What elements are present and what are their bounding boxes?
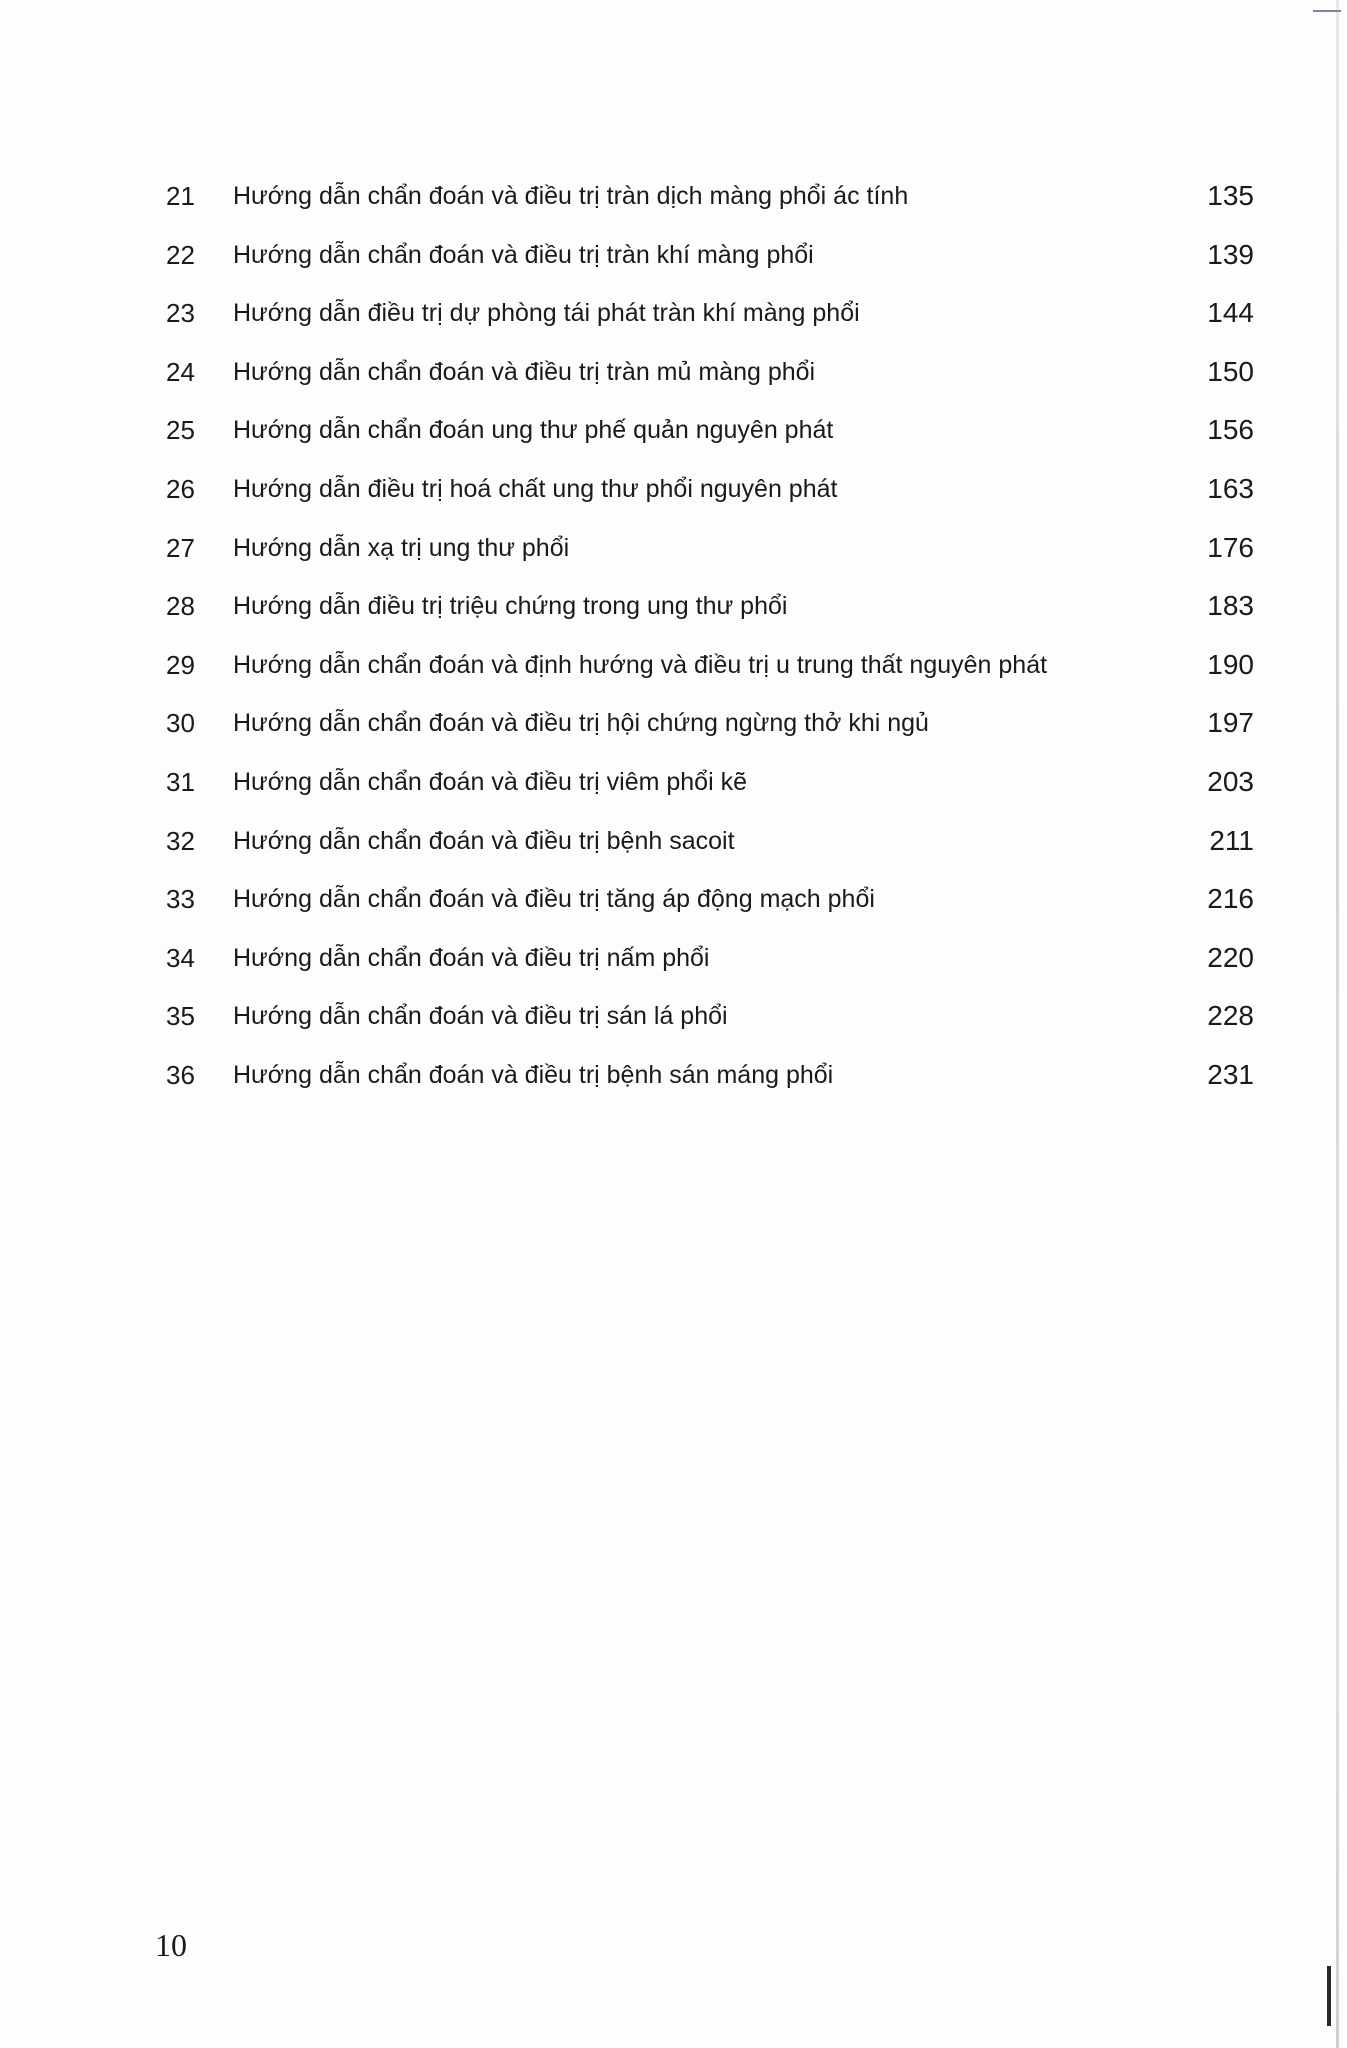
toc-entry — [0, 465, 1347, 513]
toc-entry — [0, 582, 1347, 630]
toc-entry-page: 163 — [1207, 473, 1254, 504]
toc-entry-title: Hướng dẫn chẩn đoán và định hướng và điều trị u trung thất nguyên phát — [233, 650, 1048, 679]
toc-entry-page: 150 — [1207, 355, 1254, 387]
toc-entry — [0, 348, 1347, 396]
toc-entry-number: 27 — [166, 532, 195, 563]
toc-entry-title: Hướng dẫn điều trị triệu chứng trong ung thư phổi — [233, 592, 788, 621]
toc-entry-number: 35 — [166, 1001, 195, 1032]
toc-entry-title: Hướng dẫn chẩn đoán và điều trị bệnh sán máng phổi — [233, 1061, 834, 1089]
toc-entry-number: 31 — [166, 767, 195, 797]
toc-entry-number: 34 — [166, 942, 195, 973]
toc-entry — [0, 934, 1347, 982]
toc-entry-page: 176 — [1207, 531, 1254, 563]
toc-entry-page: 211 — [1209, 824, 1254, 856]
toc-entry-page: 156 — [1207, 414, 1254, 446]
toc-entry-page: 231 — [1207, 1059, 1254, 1090]
toc-entry-title: Hướng dẫn điều trị hoá chất ung thư phổi nguyên phát — [233, 475, 838, 503]
toc-entry — [0, 231, 1347, 279]
toc-entry — [0, 524, 1347, 572]
toc-entry — [0, 758, 1347, 806]
toc-entry-number: 25 — [166, 415, 195, 446]
toc-entry-page: 183 — [1207, 590, 1254, 622]
toc-entry-title: Hướng dẫn chẩn đoán và điều trị bệnh sacoit — [233, 826, 735, 855]
toc-entry-number: 36 — [166, 1060, 195, 1090]
toc-entry — [0, 817, 1347, 865]
toc-entry-page: 135 — [1207, 180, 1254, 211]
toc-entry-title: Hướng dẫn chẩn đoán ung thư phế quản nguyên phát — [233, 416, 834, 445]
toc-entry-title: Hướng dẫn chẩn đoán và điều trị tràn dịch màng phổi ác tính — [233, 182, 909, 210]
toc-entry-page: 220 — [1207, 941, 1254, 973]
page-edge-mark-bottom — [1327, 1966, 1331, 2026]
toc-entry-page: 144 — [1207, 297, 1254, 329]
toc-entry-number: 28 — [166, 591, 195, 622]
toc-entry-number: 33 — [166, 884, 195, 915]
toc-entry-page: 203 — [1207, 766, 1254, 797]
toc-entry-number: 24 — [166, 356, 195, 387]
toc-entry-number: 22 — [166, 239, 195, 270]
toc-entry-number: 30 — [166, 708, 195, 739]
toc-entry — [0, 875, 1347, 923]
toc-entry-page: 216 — [1207, 883, 1254, 915]
toc-entry — [0, 992, 1347, 1040]
toc-entry-page: 228 — [1207, 1000, 1254, 1032]
toc-entry — [0, 406, 1347, 454]
toc-entry-number: 21 — [166, 181, 195, 211]
toc-entry — [0, 289, 1347, 337]
toc-entry-page: 190 — [1207, 648, 1254, 680]
toc-entry-page: 139 — [1207, 238, 1254, 270]
page-edge-mark — [1313, 10, 1341, 12]
toc-entry — [0, 1051, 1347, 1099]
toc-entry-title: Hướng dẫn chẩn đoán và điều trị sán lá phổi — [233, 1002, 728, 1031]
toc-entry-number: 26 — [166, 474, 195, 504]
toc-entry-number: 23 — [166, 298, 195, 329]
page-number: 10 — [155, 1927, 187, 1963]
toc-entry-page: 197 — [1207, 707, 1254, 739]
toc-entry-title: Hướng dẫn điều trị dự phòng tái phát tràn khí màng phổi — [233, 299, 860, 328]
toc-entry — [0, 699, 1347, 747]
toc-entry-title: Hướng dẫn chẩn đoán và điều trị tràn mủ màng phổi — [233, 357, 816, 386]
toc-entry-title: Hướng dẫn chẩn đoán và điều trị tràn khí màng phổi — [233, 240, 814, 269]
toc-entry-title: Hướng dẫn chẩn đoán và điều trị nấm phổi — [233, 943, 710, 972]
toc-entry — [0, 641, 1347, 689]
toc-entry-number: 29 — [166, 649, 195, 680]
toc-entry-title: Hướng dẫn chẩn đoán và điều trị tăng áp động mạch phổi — [233, 885, 875, 914]
toc-entry-number: 32 — [166, 825, 195, 856]
toc-entry-title: Hướng dẫn xạ trị ung thư phổi — [233, 533, 570, 562]
toc-entry-title: Hướng dẫn chẩn đoán và điều trị viêm phổi kẽ — [233, 768, 747, 796]
toc-entry-title: Hướng dẫn chẩn đoán và điều trị hội chứng ngừng thở khi ngủ — [233, 709, 929, 738]
toc-entry — [0, 172, 1347, 220]
